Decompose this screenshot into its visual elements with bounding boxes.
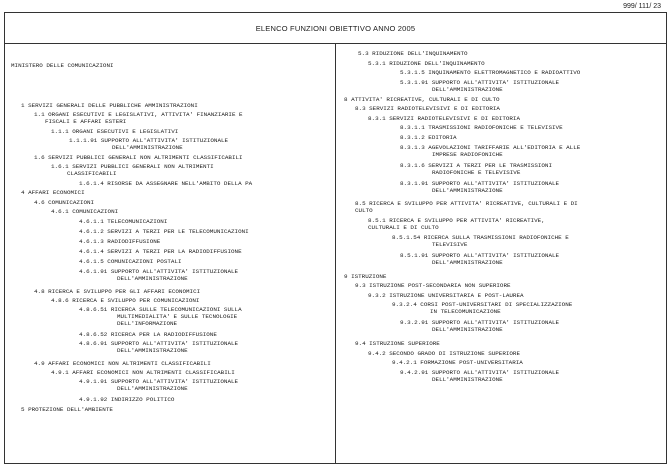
right-column-line: 8.3.1.1 TRASMISSIONI RADIOFONICHE E TELEVISIVE bbox=[400, 124, 563, 131]
right-column-line: 9.3.2.91 SUPPORTO ALL'ATTIVITA' ISTITUZIONALE bbox=[400, 319, 560, 326]
right-column-line: 9.4.2.1 FORMAZIONE POST-UNIVERSITARIA bbox=[392, 359, 523, 366]
right-column-line: 8.5 RICERCA E SVILUPPO PER ATTIVITA' RICREATIVE, CULTURALI E DI bbox=[355, 200, 578, 207]
left-column-line: DELL'AMMINISTRAZIONE bbox=[117, 385, 188, 392]
right-column-line: 9.3.2.4 CORSI POST-UNIVERSITARI DI SPECIALIZZAZIONE bbox=[392, 301, 573, 308]
left-column-line: 4.9 AFFARI ECONOMICI NON ALTRIMENTI CLASSIFICABILI bbox=[34, 360, 211, 367]
left-column-line: 4.6.1 COMUNICAZIONI bbox=[51, 208, 119, 215]
right-column-line: IN TELECOMUNICAZIONE bbox=[430, 308, 501, 315]
right-column-line: 9.4.2.91 SUPPORTO ALL'ATTIVITA' ISTITUZIONALE bbox=[400, 369, 560, 376]
right-column-line: 8.5.1.91 SUPPORTO ALL'ATTIVITA' ISTITUZIONALE bbox=[400, 252, 560, 259]
left-column-line: 4.8.6.91 SUPPORTO ALL'ATTIVITA' ISTITUZIONALE bbox=[79, 340, 239, 347]
left-column-line: 1.6 SERVIZI PUBBLICI GENERALI NON ALTRIMENTI CLASSIFICABILI bbox=[34, 154, 243, 161]
right-column-line: CULTURALI E DI CULTO bbox=[368, 224, 439, 231]
right-column-line: 5.3.1.5 INQUINAMENTO ELETTROMAGNETICO E RADIOATTIVO bbox=[400, 69, 581, 76]
left-column-line: 1.6.1.4 RISORSE DA ASSEGNARE NELL'AMBITO DELLA PA bbox=[79, 180, 253, 187]
left-column-line: 4.9.1.92 INDIRIZZO POLITICO bbox=[79, 396, 175, 403]
left-column-line: 1.1.1 ORGANI ESECUTIVI E LEGISLATIVI bbox=[51, 128, 179, 135]
left-column bbox=[5, 44, 336, 463]
left-column-line: 4.9.1 AFFARI ECONOMICI NON ALTRIMENTI CLASSIFICABILI bbox=[51, 369, 235, 376]
right-column-line: 8.3.1.6 SERVIZI A TERZI PER LE TRASMISSIONI bbox=[400, 162, 553, 169]
right-column-line: 8 ATTIVITA' RICREATIVE, CULTURALI E DI CULTO bbox=[344, 96, 500, 103]
right-column-line: IMPRESE RADIOFONICHE bbox=[432, 151, 503, 158]
left-column-line: 4.8.6 RICERCA E SVILUPPO PER COMUNICAZIONI bbox=[51, 297, 200, 304]
right-column-line: DELL'AMMINISTRAZIONE bbox=[432, 259, 503, 266]
right-column bbox=[336, 44, 666, 463]
left-column-line: 4.6.1.4 SERVIZI A TERZI PER LA RADIODIFFUSIONE bbox=[79, 248, 242, 255]
right-column-line: 8.3.1.3 AGEVOLAZIONI TARIFFARIE ALL'EDITORIA E ALLE bbox=[400, 144, 581, 151]
left-column-line: 4.8.6.51 RICERCA SULLE TELECOMUNICAZIONI SULLA bbox=[79, 306, 242, 313]
right-column-line: 8.5.1.54 RICERCA SULLA TRASMISSIONI RADIOFONICHE E bbox=[392, 234, 569, 241]
left-column-line: 4.6 COMUNICAZIONI bbox=[34, 199, 95, 206]
right-column-line: 5.3 RIDUZIONE DELL'INQUINAMENTO bbox=[358, 50, 468, 57]
left-column-line: DELL'AMMINISTRAZIONE bbox=[112, 144, 183, 151]
left-column-line: DELL'AMMINISTRAZIONE bbox=[117, 347, 188, 354]
left-column-line: 4.6.1.5 COMUNICAZIONI POSTALI bbox=[79, 258, 182, 265]
right-column-line: 9.3 ISTRUZIONE POST-SECONDARIA NON SUPERIORE bbox=[355, 282, 511, 289]
left-column-line: 1.1.1.91 SUPPORTO ALL'ATTIVITA' ISTITUZIONALE bbox=[69, 137, 229, 144]
right-column-line: TELEVISIVE bbox=[432, 241, 468, 248]
left-column-line: 4.8.6.52 RICERCA PER LA RADIODIFFUSIONE bbox=[79, 331, 217, 338]
right-column-line: 8.5.1 RICERCA E SVILUPPO PER ATTIVITA' RICREATIVE, bbox=[368, 217, 545, 224]
right-column-line: 8.3.1.2 EDITORIA bbox=[400, 134, 457, 141]
right-column-line: 5.3.1 RIDUZIONE DELL'INQUINAMENTO bbox=[368, 60, 485, 67]
left-column-line: 5 PROTEZIONE DELL'AMBIENTE bbox=[21, 406, 113, 413]
left-column-line: 4.6.1.3 RADIODIFFUSIONE bbox=[79, 238, 161, 245]
left-column-line: DELL'AMMINISTRAZIONE bbox=[117, 275, 188, 282]
page-code: 999/ 111/ 23 bbox=[623, 3, 661, 10]
left-column-line: 4.6.1.1 TELECOMUNICAZIONI bbox=[79, 218, 168, 225]
right-column-line: 9.4.2 SECONDO GRADO DI ISTRUZIONE SUPERIORE bbox=[368, 350, 521, 357]
left-column-line: DELL'INFORMAZIONE bbox=[117, 320, 178, 327]
left-column-line: 4.9.1.91 SUPPORTO ALL'ATTIVITA' ISTITUZIONALE bbox=[79, 378, 239, 385]
document-frame bbox=[4, 12, 667, 464]
right-column-line: 9 ISTRUZIONE bbox=[344, 273, 387, 280]
left-column-line: 1.1 ORGANI ESECUTIVI E LEGISLATIVI, ATTIVITA' FINANZIARIE E bbox=[34, 111, 243, 118]
right-column-line: DELL'AMMINISTRAZIONE bbox=[432, 86, 503, 93]
right-column-line: DELL'AMMINISTRAZIONE bbox=[432, 376, 503, 383]
right-column-line: DELL'AMMINISTRAZIONE bbox=[432, 326, 503, 333]
left-column-line: MULTIMEDIALITA' E SULLE TECNOLOGIE bbox=[117, 313, 238, 320]
right-column-line: 8.3 SERVIZI RADIOTELEVISIVI E DI EDITORIA bbox=[355, 105, 500, 112]
right-column-line: 9.3.2 ISTRUZIONE UNIVERSITARIA E POST-LAUREA bbox=[368, 292, 524, 299]
left-column-line: 1 SERVIZI GENERALI DELLE PUBBLICHE AMMINISTRAZIONI bbox=[21, 102, 198, 109]
columns bbox=[5, 44, 666, 463]
right-column-line: RADIOFONICHE E TELEVISIVE bbox=[432, 169, 521, 176]
left-column-line: 4 AFFARI ECONOMICI bbox=[21, 189, 85, 196]
left-column-line: CLASSIFICABILI bbox=[67, 170, 117, 177]
right-column-line: CULTO bbox=[355, 207, 373, 214]
left-column-line: 4.6.1.2 SERVIZI A TERZI PER LE TELECOMUNICAZIONI bbox=[79, 228, 249, 235]
right-column-line: DELL'AMMINISTRAZIONE bbox=[432, 187, 503, 194]
right-column-line: 9.4 ISTRUZIONE SUPERIORE bbox=[355, 340, 440, 347]
right-column-line: 8.3.1 SERVIZI RADIOTELEVISIVI E DI EDITORIA bbox=[368, 115, 521, 122]
left-column-line: FISCALI E AFFARI ESTERI bbox=[45, 118, 127, 125]
right-column-line: 8.3.1.91 SUPPORTO ALL'ATTIVITA' ISTITUZIONALE bbox=[400, 180, 560, 187]
right-column-line: 5.3.1.91 SUPPORTO ALL'ATTIVITA' ISTITUZIONALE bbox=[400, 79, 560, 86]
left-column-line: MINISTERO DELLE COMUNICAZIONI bbox=[11, 62, 114, 69]
left-column-line: 1.6.1 SERVIZI PUBBLICI GENERALI NON ALTRIMENTI bbox=[51, 163, 214, 170]
left-column-line: 4.8 RICERCA E SVILUPPO PER GLI AFFARI ECONOMICI bbox=[34, 288, 201, 295]
left-column-line: 4.6.1.91 SUPPORTO ALL'ATTIVITA' ISTITUZIONALE bbox=[79, 268, 239, 275]
document-title: ELENCO FUNZIONI OBIETTIVO ANNO 2005 bbox=[5, 13, 666, 44]
